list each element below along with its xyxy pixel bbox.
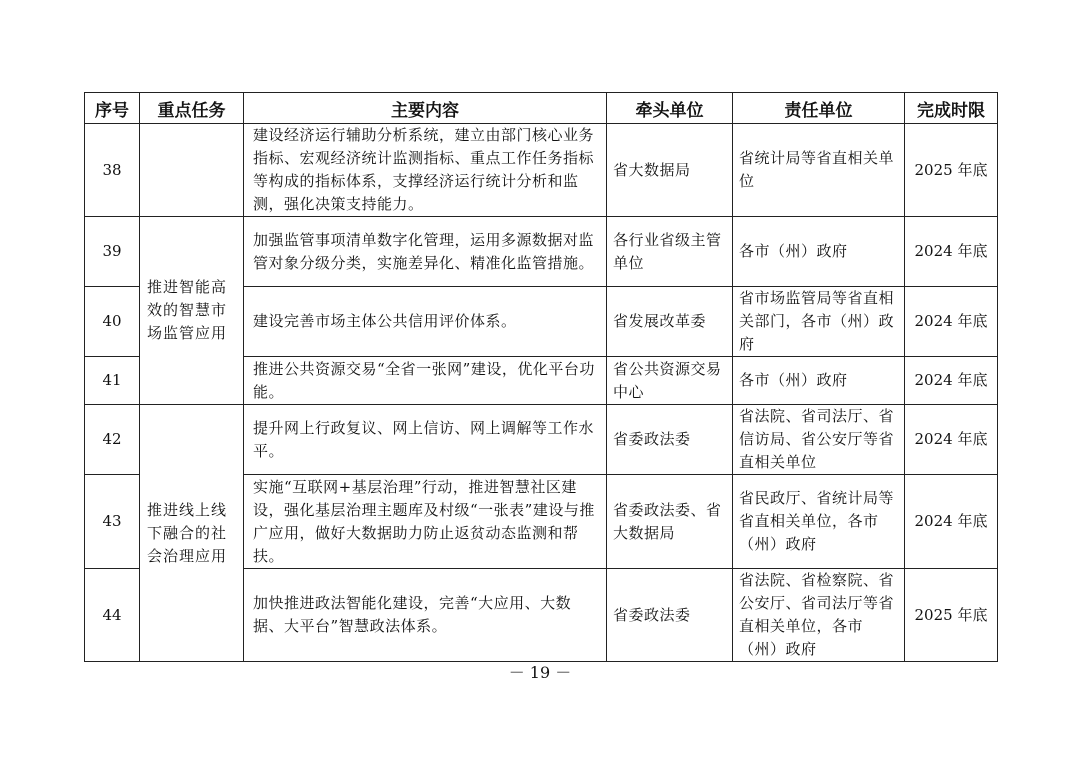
row-content: 推进公共资源交易“全省一张网”建设，优化平台功能。 bbox=[244, 357, 607, 405]
table-row bbox=[85, 217, 998, 287]
row-responsible-unit: 省法院、省检察院、省公安厅、省司法厅等省直相关单位，各市（州）政府 bbox=[733, 569, 905, 662]
row-lead-unit: 省公共资源交易中心 bbox=[607, 357, 733, 405]
row-content: 实施“互联网+基层治理”行动，推进智慧社区建设，强化基层治理主题库及村级“一张表”建设与推广应用，做好大数据助力防止返贫动态监测和帮扶。 bbox=[244, 475, 607, 569]
row-number: 41 bbox=[85, 357, 140, 405]
row-number: 40 bbox=[85, 287, 140, 357]
row-number: 44 bbox=[85, 569, 140, 662]
header-lead-unit: 牵头单位 bbox=[607, 93, 733, 124]
table-header-row bbox=[85, 93, 998, 124]
row-content: 建设完善市场主体公共信用评价体系。 bbox=[244, 287, 607, 357]
row-responsible-unit: 省民政厅、省统计局等省直相关单位，各市（州）政府 bbox=[733, 475, 905, 569]
header-number: 序号 bbox=[85, 93, 140, 124]
row-lead-unit: 省委政法委 bbox=[607, 569, 733, 662]
row-content: 提升网上行政复议、网上信访、网上调解等工作水平。 bbox=[244, 405, 607, 475]
row-lead-unit: 省大数据局 bbox=[607, 124, 733, 217]
row-number: 38 bbox=[85, 124, 140, 217]
row-number: 39 bbox=[85, 217, 140, 287]
header-task: 重点任务 bbox=[140, 93, 244, 124]
row-responsible-unit: 省法院、省司法厅、省信访局、省公安厅等省直相关单位 bbox=[733, 405, 905, 475]
row-responsible-unit: 省市场监管局等省直相关部门，各市（州）政府 bbox=[733, 287, 905, 357]
row-number: 42 bbox=[85, 405, 140, 475]
header-content: 主要内容 bbox=[244, 93, 607, 124]
header-deadline: 完成时限 bbox=[905, 93, 998, 124]
row-content: 加快推进政法智能化建设，完善“大应用、大数据、大平台”智慧政法体系。 bbox=[244, 569, 607, 662]
task-group-cell: 推进智能高效的智慧市场监管应用 bbox=[140, 217, 244, 405]
row-lead-unit: 省委政法委 bbox=[607, 405, 733, 475]
table-row bbox=[85, 124, 998, 217]
task-cell-blank bbox=[140, 124, 244, 217]
row-lead-unit: 省发展改革委 bbox=[607, 287, 733, 357]
task-group-cell: 推进线上线下融合的社会治理应用 bbox=[140, 405, 244, 662]
row-responsible-unit: 各市（州）政府 bbox=[733, 357, 905, 405]
header-responsible-unit: 责任单位 bbox=[733, 93, 905, 124]
row-deadline: 2024 年底 bbox=[905, 405, 998, 475]
row-lead-unit: 省委政法委、省大数据局 bbox=[607, 475, 733, 569]
row-responsible-unit: 各市（州）政府 bbox=[733, 217, 905, 287]
page-number: － 19 － bbox=[508, 663, 572, 682]
row-number: 43 bbox=[85, 475, 140, 569]
table-row bbox=[85, 405, 998, 475]
row-content: 加强监管事项清单数字化管理，运用多源数据对监管对象分级分类，实施差异化、精准化监管措施。 bbox=[244, 217, 607, 287]
row-deadline: 2025 年底 bbox=[905, 569, 998, 662]
row-deadline: 2025 年底 bbox=[905, 124, 998, 217]
row-deadline: 2024 年底 bbox=[905, 357, 998, 405]
task-table bbox=[84, 92, 998, 662]
row-responsible-unit: 省统计局等省直相关单位 bbox=[733, 124, 905, 217]
row-deadline: 2024 年底 bbox=[905, 287, 998, 357]
row-deadline: 2024 年底 bbox=[905, 217, 998, 287]
row-deadline: 2024 年底 bbox=[905, 475, 998, 569]
row-content: 建设经济运行辅助分析系统，建立由部门核心业务指标、宏观经济统计监测指标、重点工作任务指标等构成的指标体系，支撑经济运行统计分析和监测，强化决策支持能力。 bbox=[244, 124, 607, 217]
row-lead-unit: 各行业省级主管单位 bbox=[607, 217, 733, 287]
